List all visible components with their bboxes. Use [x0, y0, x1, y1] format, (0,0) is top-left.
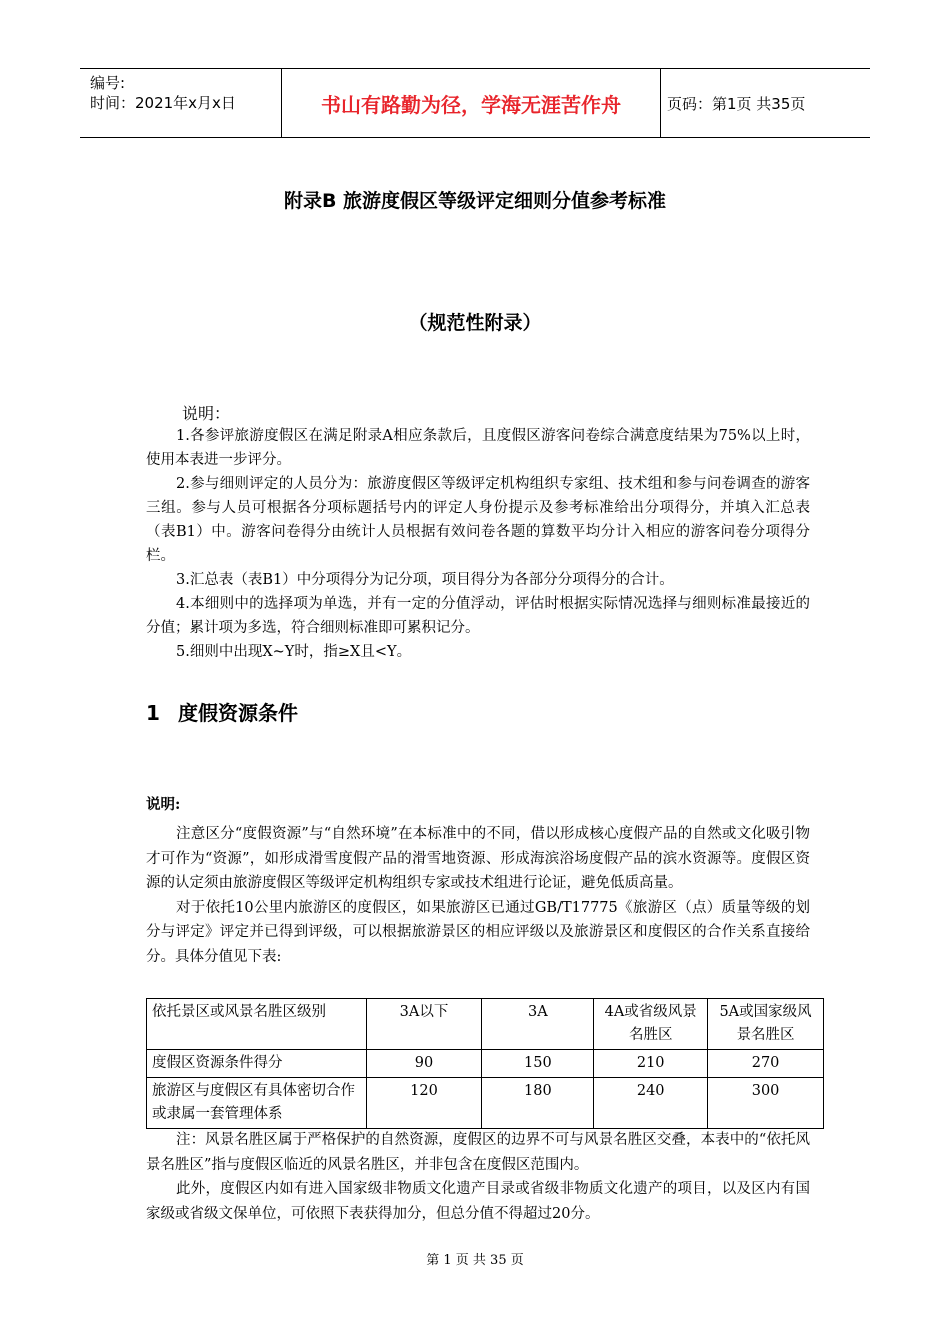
page-header: [80, 68, 870, 138]
header-meta: [80, 69, 282, 137]
table-header-cell: 3A以下: [366, 999, 482, 1050]
table-cell: 240: [594, 1078, 708, 1129]
header-motto: 书山有路勤为径，学海无涯苦作舟: [282, 69, 661, 137]
table-cell: 270: [708, 1050, 824, 1078]
section-paragraph: 注意区分“度假资源”与“自然环境”在本标准中的不同，借以形成核心度假产品的自然或文化吸引物才可作为“资源”，如形成滑雪度假产品的滑雪地资源、形成海滨浴场度假产品的滨水资源等。度假区资源的认定须由旅游度假区等级评定机构组织专家或技术组进行论证，避免低质高量。: [146, 826, 810, 891]
table-header-row: [147, 999, 824, 1050]
intro-notes: [146, 424, 810, 664]
header-time-label: 时间：2021年x月x日: [90, 94, 236, 112]
table-header-cell: 4A或省级风景名胜区: [594, 999, 708, 1050]
after-table-notes: [146, 1128, 810, 1226]
table-header-cell: 依托景区或风景名胜区级别: [147, 999, 367, 1050]
table-cell: 150: [482, 1050, 594, 1078]
section-title: 度假资源条件: [178, 701, 298, 725]
intro-heading: 说明：: [182, 404, 231, 423]
table-header-cell: 5A或国家级风景名胜区: [708, 999, 824, 1050]
intro-item: 4.本细则中的选择项为单选，并有一定的分值浮动，评估时根据实际情况选择与细则标准最接近的分值；累计项为多选，符合细则标准即可累积记分。: [146, 596, 810, 636]
header-page-info: 页码：第1页 共35页: [667, 94, 806, 113]
table-cell: 90: [366, 1050, 482, 1078]
score-table: [146, 998, 824, 1129]
intro-item: 5.细则中出现X~Y时，指≥X且<Y。: [176, 644, 412, 660]
section-notes: [146, 822, 810, 969]
table-header-cell: 3A: [482, 999, 594, 1050]
intro-item: 3.汇总表（表B1）中分项得分为记分项，项目得分为各部分分项得分的合计。: [176, 572, 674, 588]
page-footer: 第 1 页 共 35 页: [426, 1253, 524, 1268]
after-table-paragraph: 此外，度假区内如有进入国家级非物质文化遗产目录或省级非物质文化遗产的项目，以及区内有国家级或省级文保单位，可依照下表获得加分，但总分值不得超过20分。: [146, 1181, 810, 1222]
table-cell: 120: [366, 1078, 482, 1129]
intro-item: 2.参与细则评定的人员分为：旅游度假区等级评定机构组织专家组、技术组和参与问卷调查的游客三组。参与人员可根据各分项标题括号内的评定人身份提示及参考标准给出分项得分，并填入汇总表（表B1）中。游客问卷得分由统计人员根据有效问卷各题的算数平均分计入相应的游客问卷分项得分栏。: [146, 476, 810, 564]
table-cell: 300: [708, 1078, 824, 1129]
table-cell: 180: [482, 1078, 594, 1129]
header-number-label: 编号:: [90, 74, 126, 92]
section-paragraph: 对于依托10公里内旅游区的度假区，如果旅游区已通过GB/T17775《旅游区（点）质量等级的划分与评定》评定并已得到评级，可以根据旅游景区的相应评级以及旅游景区和度假区的合作关系直接给分。具体分值见下表:: [146, 899, 810, 965]
intro-item: 1.各参评旅游度假区在满足附录A相应条款后，且度假区游客问卷综合满意度结果为75%以上时，使用本表进一步评分。: [146, 428, 810, 468]
section-number: 1: [146, 701, 160, 725]
table-cell: 210: [594, 1050, 708, 1078]
document-title: 附录B 旅游度假区等级评定细则分值参考标准: [283, 190, 667, 212]
table-cell: 旅游区与度假区有具体密切合作或隶属一套管理体系: [147, 1078, 367, 1129]
after-table-paragraph: 注：风景名胜区属于严格保护的自然资源，度假区的边界不可与风景名胜区交叠，本表中的“依托风景名胜区”指与度假区临近的风景名胜区，并非包含在度假区范围内。: [146, 1132, 810, 1173]
document-subtitle: （规范性附录）: [408, 312, 542, 334]
section-notes-heading: 说明:: [146, 796, 181, 813]
section-heading: [146, 697, 298, 726]
table-cell: 度假区资源条件得分: [147, 1050, 367, 1078]
table-row: [147, 1078, 824, 1129]
table-row: [147, 1050, 824, 1078]
